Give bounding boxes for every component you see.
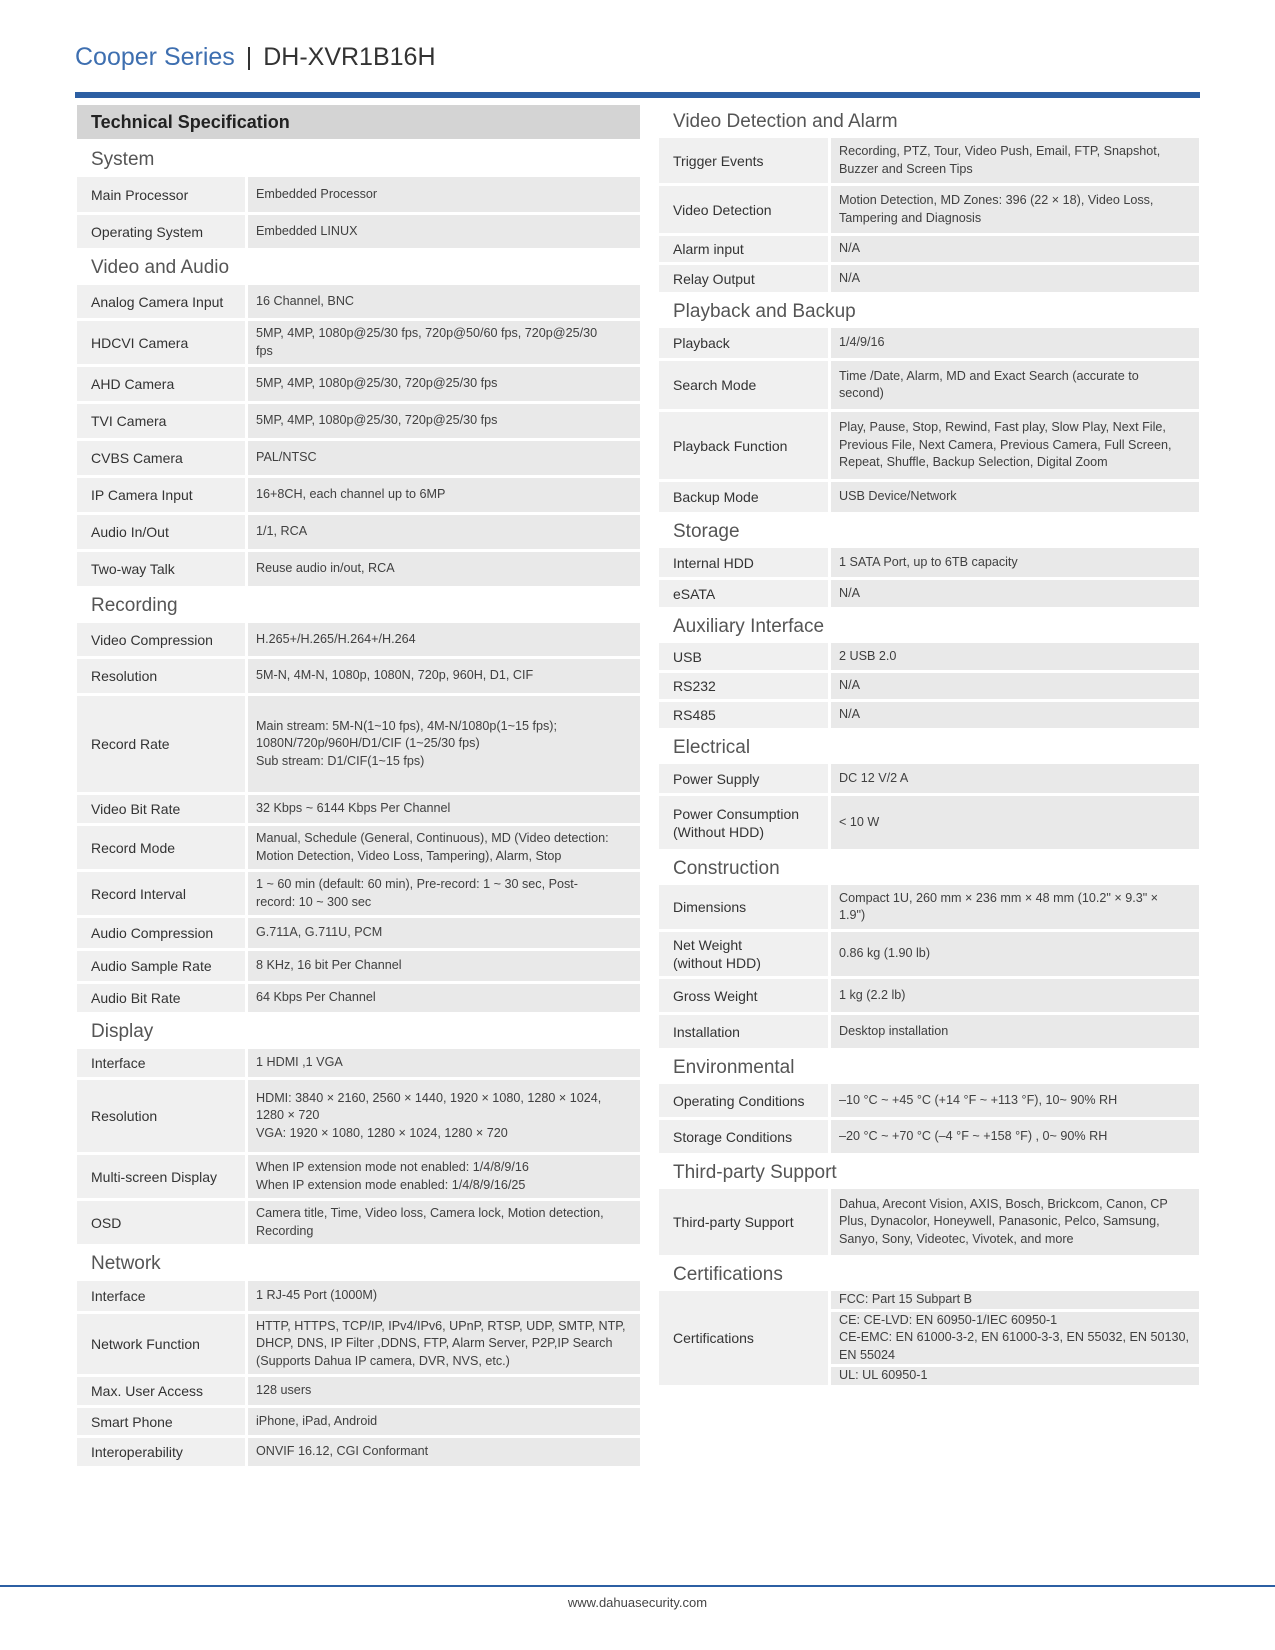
spec-label: Interoperability [77,1438,245,1466]
spec-row-trigger-events [659,138,1199,183]
spec-label: Audio In/Out [77,515,245,549]
spec-row-power-supply [659,764,1199,793]
spec-label: Search Mode [659,361,828,409]
spec-value: N/A [831,265,1199,292]
spec-label: Operating Conditions [659,1084,828,1117]
spec-value: Recording, PTZ, Tour, Video Push, Email, FTP, Snapshot, Buzzer and Screen Tips [831,138,1199,183]
spec-row-interface [77,1281,640,1311]
spec-row-operating-conditions [659,1084,1199,1117]
spec-label: AHD Camera [77,367,245,401]
header-rule [75,92,1200,98]
spec-row-ahd-camera [77,367,640,401]
spec-label: Certifications [659,1291,828,1385]
spec-label: Max. User Access [77,1377,245,1405]
spec-row-analog-camera-input [77,285,640,318]
certification-value: FCC: Part 15 Subpart B [831,1291,1199,1309]
spec-value: Embedded LINUX [248,215,640,248]
spec-value: G.711A, G.711U, PCM [248,918,640,948]
spec-row-rs485 [659,702,1199,728]
spec-row-record-mode [77,826,640,869]
spec-value: 16+8CH, each channel up to 6MP [248,478,640,512]
spec-value: N/A [831,673,1199,699]
spec-value: HTTP, HTTPS, TCP/IP, IPv4/IPv6, UPnP, RTSP, UDP, SMTP, NTP, DHCP, DNS, IP Filter ,DDNS, FTP, Alarm Server, P2P,IP Search (Supports Dahua IP camera, DVR, NVS, etc.) [248,1314,640,1374]
spec-label: TVI Camera [77,404,245,438]
spec-label: Audio Compression [77,918,245,948]
spec-row-net-weight-without-hdd [659,932,1199,976]
spec-value: 1 ~ 60 min (default: 60 min), Pre-record: 1 ~ 30 sec, Post- record: 10 ~ 300 sec [248,872,640,915]
spec-value: Time /Date, Alarm, MD and Exact Search (accurate to second) [831,361,1199,409]
spec-label: Backup Mode [659,482,828,512]
right-sections [659,105,1199,1255]
footer-url: www.dahuasecurity.com [567,1595,708,1610]
spec-label: Video Detection [659,186,828,233]
spec-value: H.265+/H.265/H.264+/H.264 [248,623,640,656]
spec-row-third-party-support [659,1189,1199,1255]
spec-value: DC 12 V/2 A [831,764,1199,793]
spec-row-internal-hdd [659,548,1199,577]
left-sections [77,143,640,1466]
spec-label: HDCVI Camera [77,321,245,364]
spec-value: Camera title, Time, Video loss, Camera lock, Motion detection, Recording [248,1201,640,1244]
spec-row-search-mode [659,361,1199,409]
spec-label: Interface [77,1281,245,1311]
spec-value: 128 users [248,1377,640,1405]
section-title-storage: Storage [673,521,740,542]
spec-row-two-way-talk [77,552,640,586]
spec-value: –10 °C ~ +45 °C (+14 °F ~ +113 °F), 10~ 90% RH [831,1084,1199,1117]
spec-row-alarm-input [659,236,1199,262]
spec-value: ONVIF 16.12, CGI Conformant [248,1438,640,1466]
spec-label: Third-party Support [659,1189,828,1255]
spec-label: RS232 [659,673,828,699]
spec-row-video-compression [77,623,640,656]
spec-label: Playback Function [659,412,828,479]
spec-row-ip-camera-input [77,478,640,512]
spec-label: Storage Conditions [659,1120,828,1153]
spec-label: OSD [77,1201,245,1244]
spec-row-max-user-access [77,1377,640,1405]
spec-row-dimensions [659,885,1199,929]
spec-value: 1 HDMI ,1 VGA [248,1049,640,1077]
spec-row-resolution [77,1080,640,1152]
spec-label: Net Weight (without HDD) [659,932,828,976]
spec-value: 8 KHz, 16 bit Per Channel [248,951,640,981]
footer-rule [0,1585,1275,1587]
spec-value: 32 Kbps ~ 6144 Kbps Per Channel [248,795,640,823]
spec-value: 2 USB 2.0 [831,643,1199,670]
spec-value: iPhone, iPad, Android [248,1408,640,1435]
spec-value: –20 °C ~ +70 °C (–4 °F ~ +158 °F) , 0~ 90% RH [831,1120,1199,1153]
spec-label: Power Consumption (Without HDD) [659,796,828,849]
spec-row-operating-system [77,215,640,248]
spec-row-hdcvi-camera [77,321,640,364]
spec-value: 1 SATA Port, up to 6TB capacity [831,548,1199,577]
spec-row-resolution [77,659,640,693]
spec-row-record-rate [77,696,640,792]
spec-label: RS485 [659,702,828,728]
spec-label: Power Supply [659,764,828,793]
spec-label: Dimensions [659,885,828,929]
spec-label: Record Rate [77,696,245,792]
spec-row-esata [659,580,1199,607]
section-title-third-party-support: Third-party Support [673,1162,837,1183]
spec-value: 1/4/9/16 [831,328,1199,358]
section-title-video-and-audio: Video and Audio [91,257,230,278]
spec-label: CVBS Camera [77,441,245,475]
model-number: DH-XVR1B16H [263,43,436,71]
spec-row-installation [659,1015,1199,1048]
section-title-system: System [91,149,155,170]
spec-row-playback-function [659,412,1199,479]
spec-row-audio-bit-rate [77,984,640,1012]
spec-value: Reuse audio in/out, RCA [248,552,640,586]
spec-value: < 10 W [831,796,1199,849]
section-title-electrical: Electrical [673,737,751,758]
spec-row-playback [659,328,1199,358]
spec-label: Relay Output [659,265,828,292]
spec-value: 5MP, 4MP, 1080p@25/30, 720p@25/30 fps [248,367,640,401]
spec-label: Two-way Talk [77,552,245,586]
spec-value: 16 Channel, BNC [248,285,640,318]
spec-label: Main Processor [77,177,245,212]
spec-label: Audio Sample Rate [77,951,245,981]
spec-row-record-interval [77,872,640,915]
spec-row-interface [77,1049,640,1077]
certification-value: UL: UL 60950-1 [831,1367,1199,1385]
left-column [77,105,640,1469]
spec-value: PAL/NTSC [248,441,640,475]
spec-label: Internal HDD [659,548,828,577]
spec-label: Trigger Events [659,138,828,183]
spec-label: Network Function [77,1314,245,1374]
certification-values [831,1291,1199,1385]
spec-value: Manual, Schedule (General, Continuous), MD (Video detection: Motion Detection, Video Loss, Tampering), Alarm, Stop [248,826,640,869]
certification-value: CE: CE-LVD: EN 60950-1/IEC 60950-1 CE-EMC: EN 61000-3-2, EN 61000-3-3, EN 55032, EN 50130, EN 55024 [831,1312,1199,1365]
spec-row-multi-screen-display [77,1155,640,1198]
spec-label: Record Interval [77,872,245,915]
spec-label: USB [659,643,828,670]
spec-row-certifications [659,1291,1199,1385]
spec-label: Playback [659,328,828,358]
section-title-recording: Recording [91,595,178,616]
spec-row-usb [659,643,1199,670]
spec-row-audio-in-out [77,515,640,549]
spec-label: Audio Bit Rate [77,984,245,1012]
spec-row-tvi-camera [77,404,640,438]
spec-label: Installation [659,1015,828,1048]
spec-row-power-consumption-without-hdd [659,796,1199,849]
spec-row-rs232 [659,673,1199,699]
spec-value: Play, Pause, Stop, Rewind, Fast play, Slow Play, Next File, Previous File, Next Camera, Previous Camera, Full Screen, Repeat, Shuffle, Backup Selection, Digital Zoom [831,412,1199,479]
section-title-video-detection-and-alarm: Video Detection and Alarm [673,111,898,132]
spec-value: 5MP, 4MP, 1080p@25/30, 720p@25/30 fps [248,404,640,438]
page-header [75,40,436,74]
spec-value: N/A [831,702,1199,728]
spec-value: Main stream: 5M-N(1~10 fps), 4M-N/1080p(1~15 fps); 1080N/720p/960H/D1/CIF (1~25/30 fps) Sub stream: D1/CIF(1~15 fps) [248,696,640,792]
spec-label: Operating System [77,215,245,248]
series-name: Cooper Series [75,43,235,71]
spec-row-main-processor [77,177,640,212]
spec-label: Analog Camera Input [77,285,245,318]
spec-label: Resolution [77,1080,245,1152]
spec-row-audio-sample-rate [77,951,640,981]
header-separator: | [245,43,253,71]
spec-label: eSATA [659,580,828,607]
technical-specification-title: Technical Specification [77,105,640,139]
section-title-environmental: Environmental [673,1057,795,1078]
spec-value: 1 RJ-45 Port (1000M) [248,1281,640,1311]
spec-value: N/A [831,580,1199,607]
spec-value: Dahua, Arecont Vision, AXIS, Bosch, Brickcom, Canon, CP Plus, Dynacolor, Honeywell, Panasonic, Pelco, Samsung, Sanyo, Sony, Videotec, Vivotek, and more [831,1189,1199,1255]
spec-label: Multi-screen Display [77,1155,245,1198]
spec-row-interoperability [77,1438,640,1466]
spec-label: Record Mode [77,826,245,869]
section-title-display: Display [91,1021,154,1042]
spec-value: 5M-N, 4M-N, 1080p, 1080N, 720p, 960H, D1, CIF [248,659,640,693]
spec-row-video-detection [659,186,1199,233]
spec-label: Smart Phone [77,1408,245,1435]
spec-row-cvbs-camera [77,441,640,475]
spec-row-audio-compression [77,918,640,948]
spec-value: 1/1, RCA [248,515,640,549]
spec-value: HDMI: 3840 × 2160, 2560 × 1440, 1920 × 1080, 1280 × 1024, 1280 × 720 VGA: 1920 × 1080, 1280 × 1024, 1280 × 720 [248,1080,640,1152]
right-column [659,105,1199,1388]
spec-row-network-function [77,1314,640,1374]
spec-value: USB Device/Network [831,482,1199,512]
section-title-certifications: Certifications [673,1264,783,1285]
spec-row-backup-mode [659,482,1199,512]
spec-label: Video Compression [77,623,245,656]
spec-row-relay-output [659,265,1199,292]
spec-row-smart-phone [77,1408,640,1435]
spec-value: Embedded Processor [248,177,640,212]
section-title-construction: Construction [673,858,780,879]
spec-label: Video Bit Rate [77,795,245,823]
spec-label: Interface [77,1049,245,1077]
spec-row-gross-weight [659,979,1199,1012]
spec-label: IP Camera Input [77,478,245,512]
section-title-auxiliary-interface: Auxiliary Interface [673,616,825,637]
spec-value: Motion Detection, MD Zones: 396 (22 × 18), Video Loss, Tampering and Diagnosis [831,186,1199,233]
spec-value: 1 kg (2.2 lb) [831,979,1199,1012]
spec-value: When IP extension mode not enabled: 1/4/8/9/16 When IP extension mode enabled: 1/4/8/9/16/25 [248,1155,640,1198]
spec-value: Compact 1U, 260 mm × 236 mm × 48 mm (10.2" × 9.3" × 1.9") [831,885,1199,929]
spec-label: Gross Weight [659,979,828,1012]
spec-row-storage-conditions [659,1120,1199,1153]
section-title-network: Network [91,1253,161,1274]
spec-label: Resolution [77,659,245,693]
section-title-playback-and-backup: Playback and Backup [673,301,856,322]
spec-row-osd [77,1201,640,1244]
spec-label: Alarm input [659,236,828,262]
spec-value: N/A [831,236,1199,262]
spec-value: 0.86 kg (1.90 lb) [831,932,1199,976]
spec-value: 5MP, 4MP, 1080p@25/30 fps, 720p@50/60 fps, 720p@25/30 fps [248,321,640,364]
spec-row-video-bit-rate [77,795,640,823]
spec-value: 64 Kbps Per Channel [248,984,640,1012]
spec-value: Desktop installation [831,1015,1199,1048]
